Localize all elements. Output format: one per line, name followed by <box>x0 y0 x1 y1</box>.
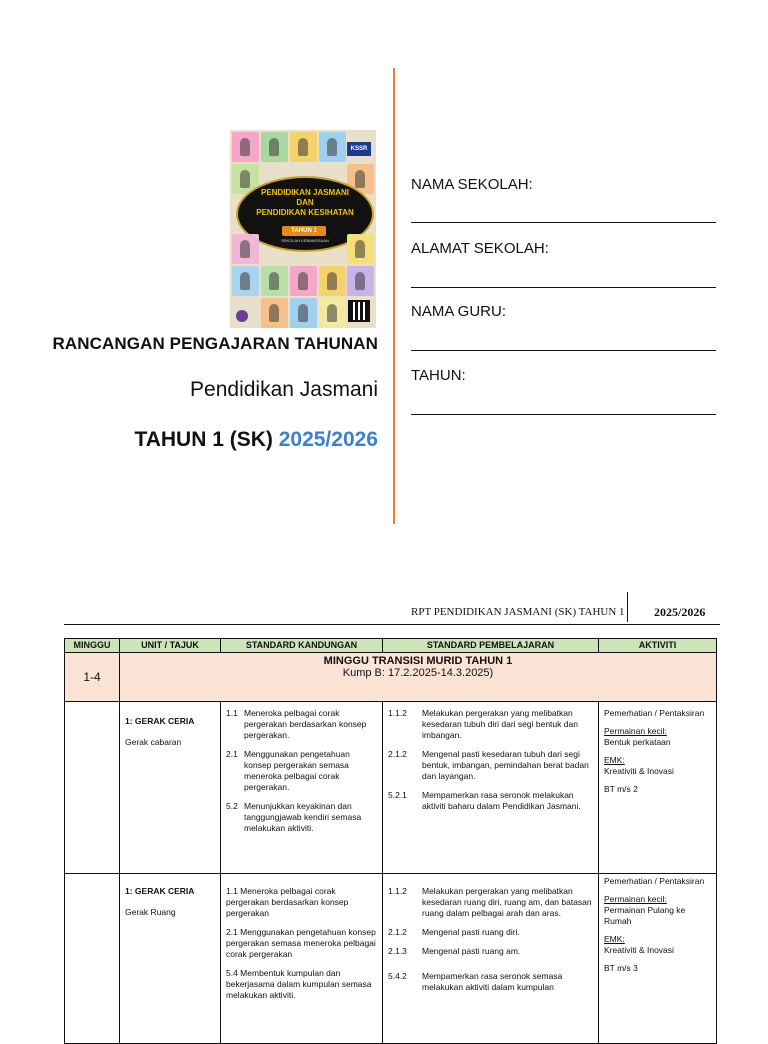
list-item <box>388 749 593 782</box>
item-text: Mengenal pasti kesedaran tubuh dari segi bentuk, imbangan, pemindahan berat badan dan layangan. <box>422 749 589 781</box>
game-text: Bentuk perkataan <box>604 737 671 747</box>
cover-school-type: SEKOLAH KEBANGSAAN <box>281 238 329 243</box>
week-cell <box>65 702 120 874</box>
divider-line <box>393 68 395 524</box>
item-text: Melakukan pergerakan yang melibatkan kesedaran ruang diri, ruang am, dan batasan ruang dalam pelbagai arah dan aras. <box>422 886 592 918</box>
year-label: TAHUN: <box>411 367 466 384</box>
item-number: 2.1.2 <box>388 927 407 937</box>
cover-tile <box>319 266 346 296</box>
unit-title: 1: GERAK CERIA <box>125 716 195 726</box>
list-item <box>226 749 377 793</box>
item-number: 1.1.2 <box>388 708 407 718</box>
year-title-session: 2025/2026 <box>278 428 378 451</box>
cover-tile <box>232 132 259 162</box>
cover-tile <box>319 132 346 162</box>
year-title-prefix: TAHUN 1 (SK) <box>134 428 279 451</box>
assessment-text: Pemerhatian / Pentaksiran <box>604 876 705 886</box>
cover-tile <box>261 298 288 328</box>
topic-title: Gerak cabaran <box>125 737 182 747</box>
cover-tile <box>261 132 288 162</box>
game-text: Permainan Pulang ke Rumah <box>604 905 686 926</box>
kssr-badge: KSSR <box>347 142 371 156</box>
cover-title-line: DAN <box>296 198 314 207</box>
game-block <box>604 726 711 748</box>
item-number: 2.1.2 <box>388 749 407 759</box>
emk-block <box>604 755 711 777</box>
school-address-field[interactable] <box>411 286 716 288</box>
topic-title: Gerak Ruang <box>125 907 176 917</box>
list-item <box>226 708 377 741</box>
unit-cell <box>120 702 221 874</box>
transition-title: MINGGU TRANSISI MURID TAHUN 1 <box>323 655 513 667</box>
item-text: Meneroka pelbagai corak pergerakan berdasarkan konsep pergerakan. <box>244 708 367 740</box>
column-header: UNIT / TAJUK <box>120 639 221 653</box>
item-text: Mempamerkan rasa seronok semasa melakukan aktiviti dalam kumpulan <box>422 971 563 992</box>
item-text: 5.4 Membentuk kumpulan dan bekerjasama dalam kumpulan semasa melakukan aktiviti. <box>226 968 372 1000</box>
book-cover-image <box>230 130 376 328</box>
activity-cell <box>599 874 717 1044</box>
cover-tile <box>347 234 374 264</box>
teacher-name-field[interactable] <box>411 349 716 351</box>
game-block <box>604 894 711 927</box>
rpt-header-year: 2025/2026 <box>654 605 706 619</box>
transition-row <box>65 653 717 702</box>
column-header: AKTIVITI <box>599 639 717 653</box>
cover-tile <box>290 132 317 162</box>
school-name-label: NAMA SEKOLAH: <box>411 176 533 193</box>
transition-subtitle: Kump B: 17.2.2025-14.3.2025) <box>342 667 494 679</box>
item-text: Menunjukkan keyakinan dan tanggungjawab kendiri semasa melakukan aktiviti. <box>244 801 362 833</box>
year-title <box>44 428 378 452</box>
cover-tile <box>261 266 288 296</box>
item-number: 5.4.2 <box>388 971 407 981</box>
emk-label: EMK: <box>604 934 625 944</box>
week-cell <box>65 874 120 1044</box>
cover-tile <box>232 234 259 264</box>
cover-tile <box>347 266 374 296</box>
school-name-field[interactable] <box>411 221 716 223</box>
school-address-label: ALAMAT SEKOLAH: <box>411 240 549 257</box>
unit-title: 1: GERAK CERIA <box>125 886 195 896</box>
standard-kandungan-cell <box>221 702 383 874</box>
list-item <box>388 886 593 919</box>
transition-cell <box>120 653 717 702</box>
standard-pembelajaran-cell <box>383 702 599 874</box>
item-number: 1.1 <box>226 708 238 718</box>
ministry-logo <box>236 310 248 322</box>
rpt-header-title: RPT PENDIDIKAN JASMANI (SK) TAHUN 1 <box>411 606 625 618</box>
table-header-row <box>65 639 717 653</box>
item-number: 5.2.1 <box>388 790 407 800</box>
column-header: MINGGU <box>65 639 120 653</box>
item-text: Menggunakan pengetahuan konsep pergerakan semasa meneroka pelbagai corak pergerakan. <box>244 749 350 792</box>
unit-cell <box>120 874 221 1044</box>
cover-title-line: PENDIDIKAN KESIHATAN <box>256 208 354 217</box>
rpt-table <box>64 638 717 1044</box>
table-row <box>65 702 717 874</box>
column-header: STANDARD PEMBELAJARAN <box>383 639 599 653</box>
item-number: 2.1.3 <box>388 946 407 956</box>
item-text: Melakukan pergerakan yang melibatkan kesedaran tubuh diri dari segi bentuk dan imbangan. <box>422 708 578 740</box>
textbook-ref: BT m/s 2 <box>604 784 638 794</box>
list-item <box>388 946 593 957</box>
cover-level-label: TAHUN 1 <box>282 226 326 236</box>
item-number: 1.1.2 <box>388 886 407 896</box>
standard-kandungan-cell <box>221 874 383 1044</box>
item-number: 5.2 <box>226 801 238 811</box>
standard-pembelajaran-cell <box>383 874 599 1044</box>
emk-text: Kreativiti & Inovasi <box>604 945 674 955</box>
subject-title: Pendidikan Jasmani <box>190 378 378 401</box>
game-label: Permainan kecil: <box>604 726 667 736</box>
item-text: 1.1 Meneroka pelbagai corak pergerakan berdasarkan konsep pergerakan <box>226 886 349 918</box>
item-number: 2.1 <box>226 749 238 759</box>
item-text: Mengenal pasti ruang diri. <box>422 927 520 937</box>
cover-tile <box>319 298 346 328</box>
emk-text: Kreativiti & Inovasi <box>604 766 674 776</box>
list-item <box>388 708 593 741</box>
item-text: 2.1 Menggunakan pengetahuan konsep pergerakan semasa meneroka pelbagai corak pergerakan <box>226 927 376 959</box>
cover-tile <box>290 298 317 328</box>
week-cell: 1-4 <box>65 653 120 702</box>
list-item <box>226 801 377 834</box>
header-separator <box>627 592 628 622</box>
emk-label: EMK: <box>604 755 625 765</box>
item-text: Mempamerkan rasa seronok melakukan aktiviti baharu dalam Pendidikan Jasmani. <box>422 790 581 811</box>
activity-cell <box>599 702 717 874</box>
column-header: STANDARD KANDUNGAN <box>221 639 383 653</box>
list-item <box>388 927 593 938</box>
assessment-text: Pemerhatian / Pentaksiran <box>604 708 705 718</box>
table-row <box>65 874 717 1044</box>
list-item <box>388 790 593 812</box>
qr-code-icon <box>348 300 370 322</box>
item-text: Mengenal pasti ruang am. <box>422 946 521 956</box>
cover-tile <box>232 266 259 296</box>
header-rule <box>64 624 720 625</box>
list-item <box>388 971 593 993</box>
game-label: Permainan kecil: <box>604 894 667 904</box>
textbook-ref: BT m/s 3 <box>604 963 638 973</box>
teacher-name-label: NAMA GURU: <box>411 303 507 320</box>
document-title: RANCANGAN PENGAJARAN TAHUNAN <box>52 334 378 353</box>
cover-tile <box>290 266 317 296</box>
year-field[interactable] <box>411 413 716 415</box>
emk-block <box>604 934 711 956</box>
cover-title-line: PENDIDIKAN JASMANI <box>260 188 349 197</box>
